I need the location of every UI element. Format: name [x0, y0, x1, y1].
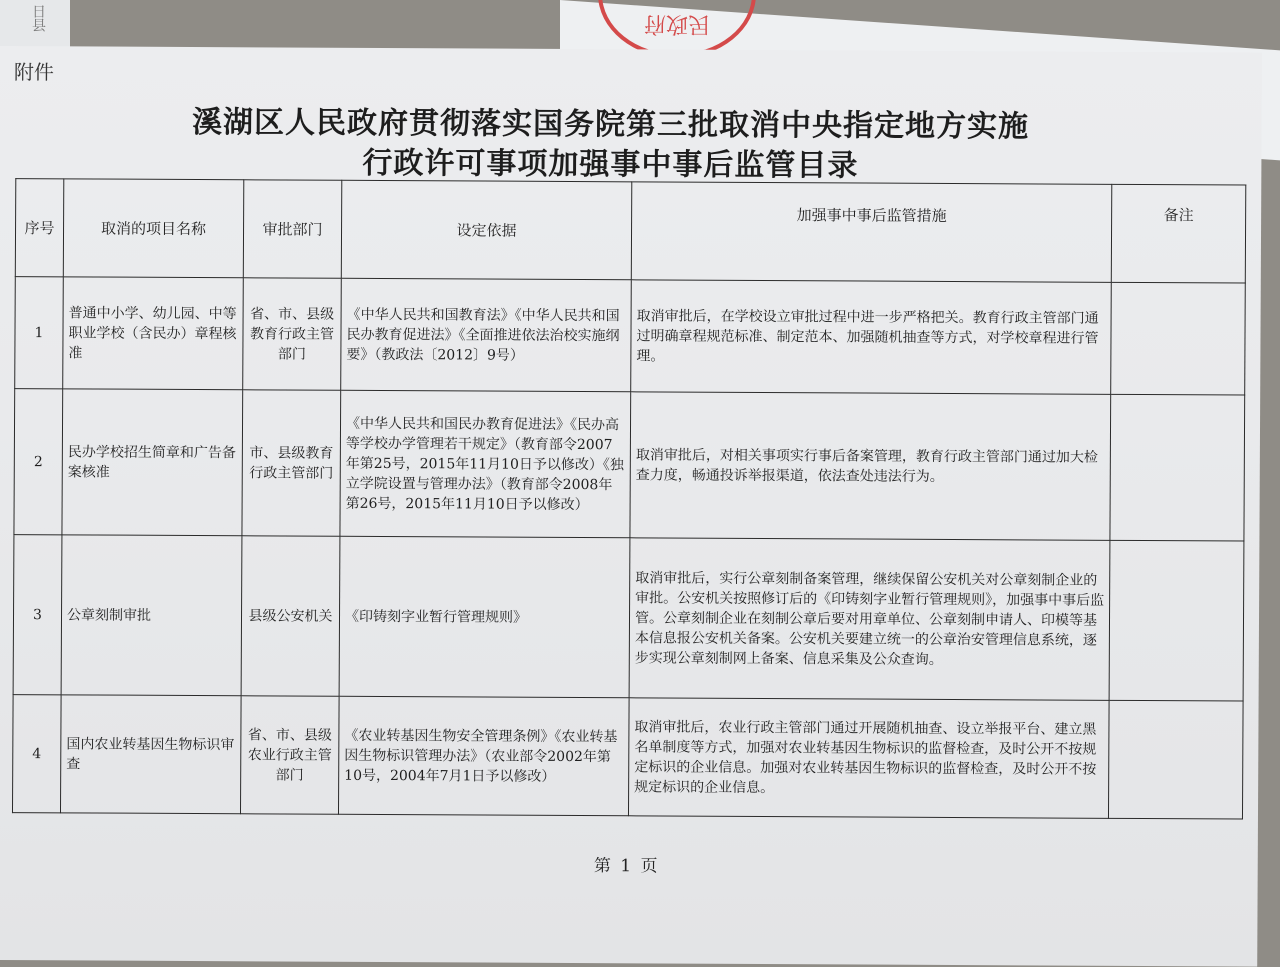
row-basis: 《印铸刻字业暂行管理规则》	[339, 536, 630, 698]
row-remarks	[1111, 282, 1246, 395]
row-basis: 《中华人民共和国教育法》《中华人民共和国民办教育促进法》《全面推进依法治校实施纲要》（教政法〔2012〕9号）	[341, 278, 632, 392]
row-no: 3	[13, 535, 62, 695]
row-basis: 《农业转基因生物安全管理条例》《农业转基因生物标识管理办法》（农业部令2002年第10号，2004年7月1日予以修改）	[338, 696, 629, 816]
attachment-label: 附件	[13, 60, 54, 85]
row-no: 2	[14, 389, 63, 535]
row-measures: 取消审批后，实行公章刻制备案管理，继续保留公安机关对公章刻制企业的审批。公安机关按照修订后的《印铸刻字业暂行管理规则》，加强事中事后监管。公章刻制企业在刻制公章后要对用章单位、公章刻制申请人、印模等基本信息报公安机关备案。公安机关要建立统一的公章治安管理信息系统，逐步实现公章刻制网上备案、信息采集及公众查询。	[629, 538, 1110, 701]
row-name: 民办学校招生简章和广告备案核准	[62, 389, 243, 536]
back-page-strip: 日县	[0, 0, 70, 50]
header-measures: 加强事中事后监管措施	[631, 182, 1112, 283]
regulation-table	[12, 178, 1246, 819]
table-row	[14, 389, 1245, 541]
table-row	[12, 695, 1243, 819]
header-remarks: 备注	[1111, 184, 1246, 283]
row-dept: 省、市、县级农业行政主管部门	[240, 696, 339, 815]
row-measures: 取消审批后，对相关事项实行事后备案管理，教育行政主管部门通过加大检查力度，畅通投诉举报渠道，依法查处违法行为。	[630, 392, 1111, 541]
table-row	[13, 535, 1244, 701]
row-dept: 县级公安机关	[241, 536, 340, 697]
row-no: 4	[12, 695, 61, 813]
row-remarks	[1108, 700, 1243, 819]
row-basis: 《中华人民共和国民办教育促进法》《民办高等学校办学管理若干规定》（教育部令2007年第25号，2015年11月10日予以修改）《独立学院设置与管理办法》（教育部令2008年第26号，2015年11月10日予以修改）	[340, 390, 631, 538]
table-row	[15, 277, 1246, 395]
document-title-line2: 行政许可事项加强事中事后监管目录	[362, 145, 859, 184]
table-header-row	[15, 179, 1245, 283]
header-no: 序号	[15, 179, 64, 277]
row-remarks	[1110, 394, 1245, 541]
row-name: 普通中小学、幼儿园、中等职业学校（含民办）章程核准	[63, 277, 244, 390]
page-number: 第 1 页	[593, 856, 660, 877]
document-page	[0, 46, 1262, 967]
row-measures: 取消审批后，农业行政主管部门通过开展随机抽查、设立举报平台、建立黑名单制度等方式，加强对农业转基因生物标识的监督检查，及时公开不按规定标识的企业信息。加强对农业转基因生物标识的监督检查，及时公开不按规定标识的企业信息。	[628, 698, 1109, 819]
row-dept: 省、市、县级教育行政主管部门	[243, 278, 342, 391]
row-measures: 取消审批后，在学校设立审批过程中进一步严格把关。教育行政主管部门通过明确章程规范标准、制定范本、加强随机抽查等方式，对学校章程进行管理。	[631, 280, 1112, 395]
row-no: 1	[15, 277, 64, 389]
header-dept: 审批部门	[243, 180, 342, 279]
row-dept: 市、县级教育行政主管部门	[242, 390, 341, 537]
row-name: 国内农业转基因生物标识审查	[60, 695, 241, 814]
header-name: 取消的项目名称	[63, 179, 244, 278]
row-remarks	[1109, 540, 1244, 701]
official-seal-stamp: 民政府	[598, 0, 756, 58]
row-name: 公章刻制审批	[61, 535, 242, 696]
document-title-line1: 溪湖区人民政府贯彻落实国务院第三批取消中央指定地方实施	[192, 105, 1030, 145]
header-basis: 设定依据	[341, 180, 632, 280]
